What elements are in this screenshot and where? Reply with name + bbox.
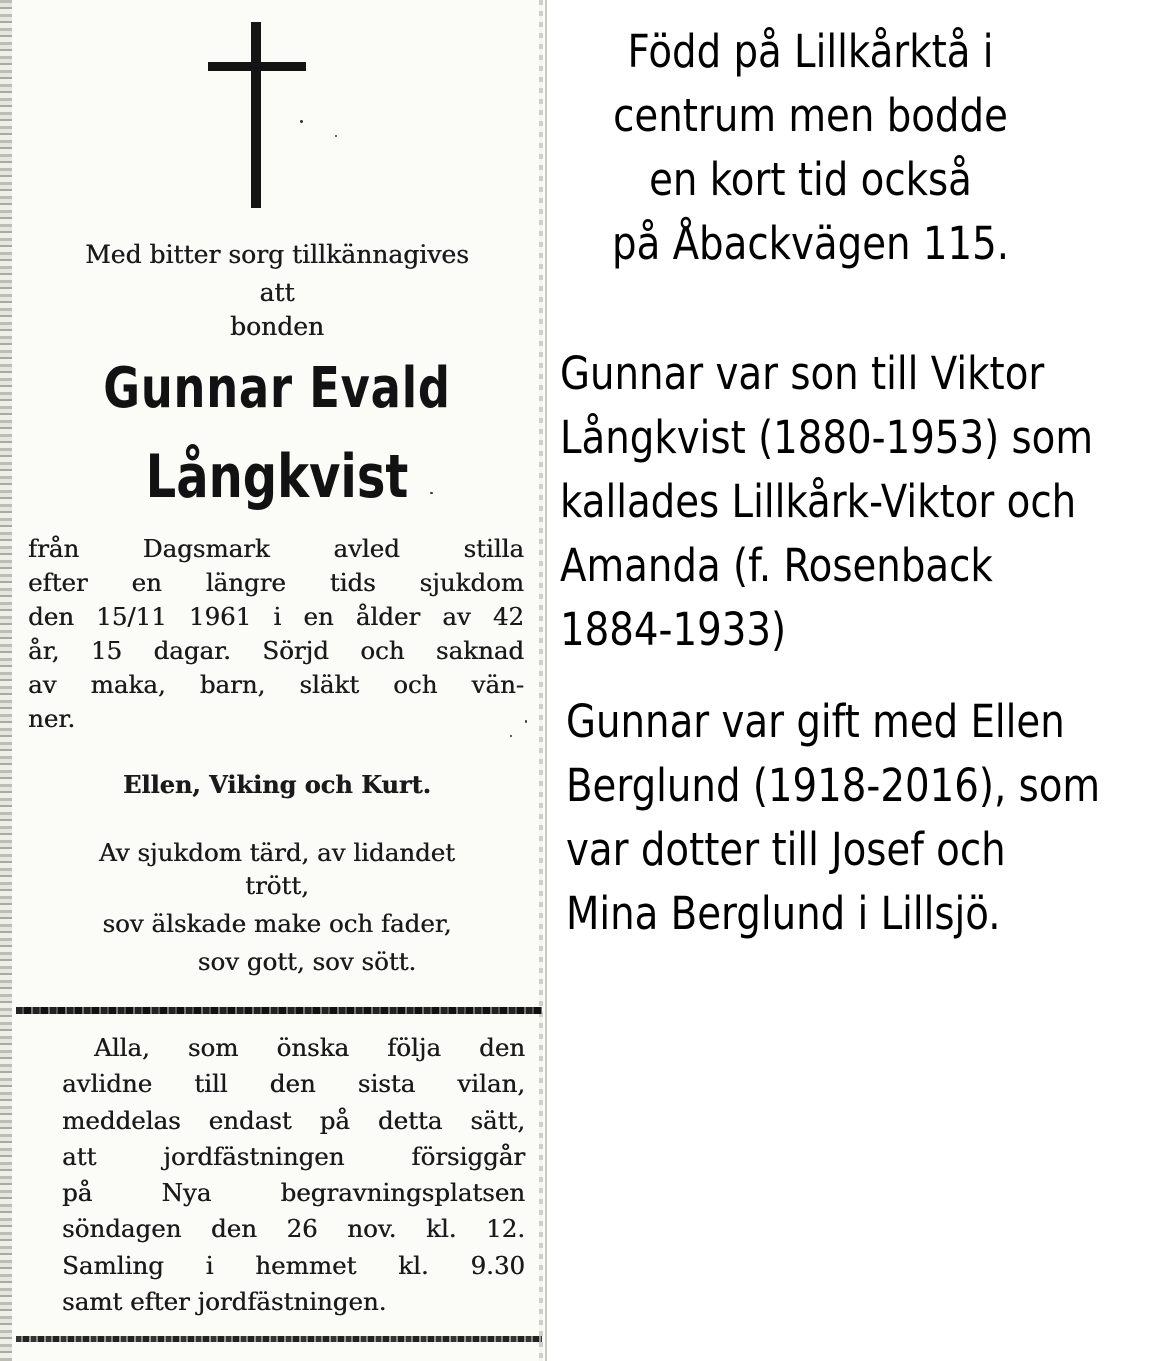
funeral-notice-line: söndagen den 26 nov. kl. 12. <box>62 1214 525 1244</box>
birth-note-line: Född på Lillkårktå i <box>627 25 994 78</box>
print-speck <box>430 492 433 494</box>
obituary-body <box>28 532 524 736</box>
birth-note-line: på Åbackvägen 115. <box>612 217 1010 270</box>
poem-line: sov älskade make och fader, <box>102 909 452 938</box>
print-speck <box>335 135 337 137</box>
funeral-notice-line: meddelas endast på detta sätt, <box>62 1105 525 1135</box>
birth-note <box>612 20 1009 276</box>
marriage-note-line: Berglund (1918-2016), som <box>566 759 1101 812</box>
divider-rule-bottom <box>16 1336 542 1342</box>
obituary-body-line: efter en längre tids sjukdom <box>28 568 524 597</box>
funeral-notice-line: samt efter jordfästningen. <box>62 1287 387 1317</box>
marriage-note-line: var dotter till Josef och <box>566 823 1006 876</box>
print-speck <box>300 120 303 123</box>
parentage-note-line: Gunnar var son till Viktor <box>560 347 1045 400</box>
obituary-body-line: av maka, barn, släkt och vän- <box>28 670 524 699</box>
funeral-notice-line: Alla, som önska följa den <box>94 1033 525 1062</box>
birth-note-line: en kort tid också <box>649 153 972 206</box>
marriage-note-line: Gunnar var gift med Ellen <box>566 695 1065 748</box>
announcement-line-1: Med bitter sorg tillkännagives <box>85 240 469 269</box>
deceased-name-first: Gunnar Evald <box>103 356 451 421</box>
print-speck <box>510 735 512 737</box>
obituary-clipping <box>0 0 547 1361</box>
torn-edge-right <box>539 0 543 1361</box>
funeral-notice-line: avlidne till den sista vilan, <box>62 1069 525 1099</box>
poem-line: Av sjukdom tärd, av lidandet <box>98 838 455 867</box>
parentage-note-line: 1884-1933) <box>560 603 787 656</box>
funeral-notice <box>30 1030 525 1320</box>
parentage-note-line: Långkvist (1880-1953) som <box>560 411 1094 464</box>
obituary-body-line: den 15/11 1961 i en ålder av 42 <box>28 602 524 631</box>
marriage-note <box>566 690 1100 946</box>
obituary-body-line: från Dagsmark avled stilla <box>28 534 524 563</box>
deceased-name-last: Långkvist <box>145 442 409 512</box>
parentage-note <box>560 342 1093 662</box>
announcement-line-2: att <box>259 278 295 307</box>
marriage-note-line: Mina Berglund i Lillsjö. <box>566 887 1001 940</box>
funeral-notice-line: på Nya begravningsplatsen <box>62 1178 525 1208</box>
obituary-body-line: år, 15 dagar. Sörjd och saknad <box>28 636 524 665</box>
parentage-note-line: Amanda (f. Rosenback <box>560 539 993 592</box>
cross-icon <box>251 22 261 208</box>
mourners-signature: Ellen, Viking och Kurt. <box>123 770 431 799</box>
poem-line: trött, <box>245 871 309 900</box>
torn-edge-left <box>0 0 12 1361</box>
birth-note-line: centrum men bodde <box>613 89 1008 142</box>
announcement-line-3: bonden <box>229 312 325 341</box>
print-speck <box>525 720 527 723</box>
funeral-notice-line: att jordfästningen försiggår <box>62 1141 525 1171</box>
divider-rule <box>16 1007 542 1014</box>
funeral-notice-line: Samling i hemmet kl. 9.30 <box>62 1250 525 1280</box>
obituary-body-line: ner. <box>28 704 76 733</box>
cross-icon-bar <box>208 62 306 71</box>
parentage-note-line: kallades Lillkårk-Viktor och <box>560 475 1077 528</box>
poem-line: sov gott, sov sött. <box>197 947 417 976</box>
